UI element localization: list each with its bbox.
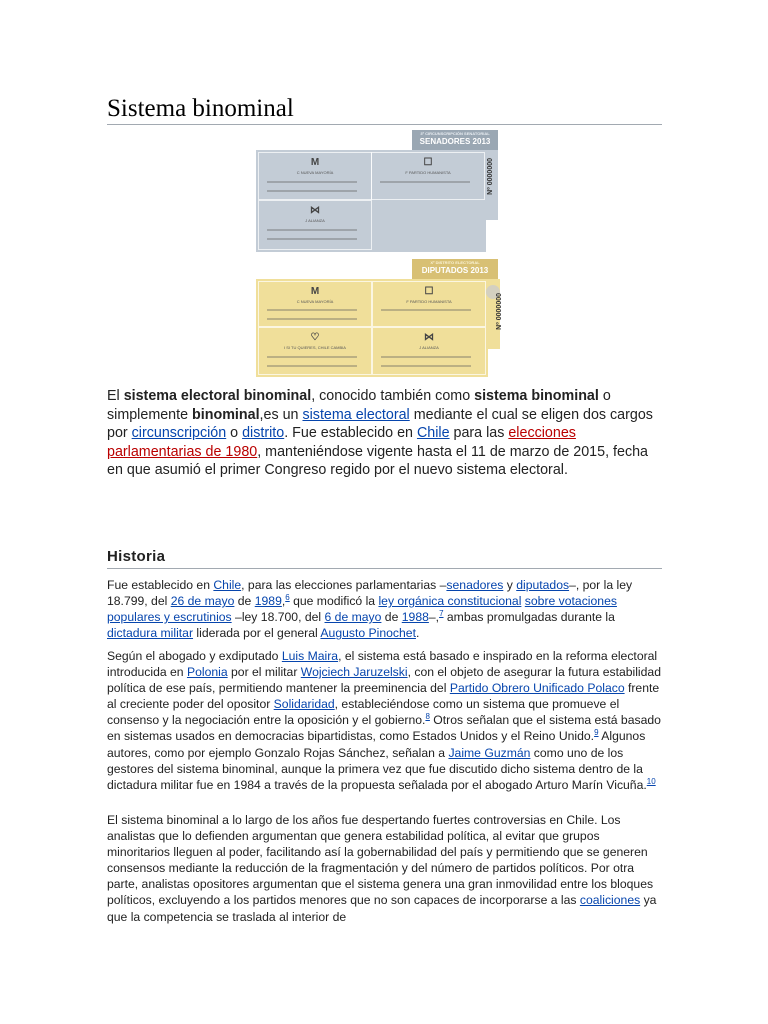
link-diputados[interactable]: diputados xyxy=(516,578,570,592)
senators-ballot-sheet xyxy=(256,150,486,252)
link-1989[interactable]: 1989 xyxy=(254,594,282,609)
reference-10[interactable]: 10 xyxy=(646,776,656,786)
reference-7[interactable]: 7 xyxy=(439,609,444,619)
reference-8[interactable]: 8 xyxy=(425,712,430,722)
deputies-cell-humanista: ☐ F PARTIDO HUMANISTA xyxy=(372,281,486,327)
link-dictadura-militar[interactable]: dictadura militar xyxy=(107,626,194,641)
page-title: Sistema binominal xyxy=(107,94,662,125)
link-26-de-mayo[interactable]: 26 de mayo xyxy=(170,594,235,609)
reference-9[interactable]: 9 xyxy=(594,728,599,738)
historia-paragraph-1: Fue establecido en Chile, para las elecciones parlamentarias –senadores y diputados–, por la ley 18.799, del 26 de mayo de 1989,$^6$ que modificó la ley orgánica constitucional sobre votaciones populares y escrutinios –ley 18.700, del 6 de mayo de 1988–,$^7$ ambas promulgadas durante la dictadura militar liderada por el general Augusto Pinochet. xyxy=(107,578,633,641)
link-sistema-electoral[interactable]: sistema electoral xyxy=(302,406,410,423)
link-circunscripcion[interactable]: circunscripción xyxy=(131,425,227,441)
deputies-ballot-sheet xyxy=(256,279,488,377)
link-solidaridad[interactable]: Solidaridad xyxy=(273,697,335,712)
link-jaruzelski[interactable]: Wojciech Jaruzelski xyxy=(300,665,408,680)
link-senadores[interactable]: senadores xyxy=(446,578,504,592)
link-polonia[interactable]: Polonia xyxy=(186,665,228,680)
section-heading-historia: Historia xyxy=(107,546,662,569)
link-jaime-guzman[interactable]: Jaime Guzmán xyxy=(448,745,531,760)
link-ley-organica[interactable]: ley orgánica constitucional xyxy=(378,594,522,609)
deputies-header: Xº DISTRITO ELECTORAL DIPUTADOS 2013 xyxy=(412,259,498,279)
deputies-cell-nueva-mayoria: M C NUEVA MAYORÍA xyxy=(258,281,372,327)
link-coaliciones[interactable]: coaliciones xyxy=(579,893,641,908)
deputies-cell-si-tu-quieres: ♡ I SI TU QUIERES, CHILE CAMBIA xyxy=(258,327,372,375)
ballot-illustration-deputies xyxy=(256,259,510,377)
link-partido-obrero[interactable]: Partido Obrero Unificado Polaco xyxy=(449,681,625,696)
senators-cell-humanista: ☐ F PARTIDO HUMANISTA xyxy=(371,152,485,200)
senators-header: 3ª CIRCUNSCRIPCIÓN SENATORIAL SENADORES 2013 xyxy=(412,130,498,150)
ballot-illustration xyxy=(256,130,498,252)
intro-paragraph: El sistema electoral binominal, conocido también como sistema binominal o simplemente binominal,es un sistema electoral mediante el cual se eligen dos cargos por circunscripción o distrito. Fue establecido en Chile para las elecciones parlamentarias de 1980, manteniéndose vigente hasta el 11 de marzo de 2015, fecha en que asumió el primer Congreso regido por el nuevo sistema electoral. xyxy=(107,388,653,478)
link-chile-2[interactable]: Chile xyxy=(213,578,242,592)
reference-6[interactable]: 6 xyxy=(285,593,290,603)
deputies-cell-alianza: ⋈ J ALIANZA xyxy=(372,327,486,375)
historia-paragraph-3: El sistema binominal a lo largo de los años fue despertando fuertes controversias en Chile. Los analistas que lo defienden argumentan que genera estabilidad política, al evitar que grupos minoritarios lleguen al poder, facilitando así la gobernabilidad del país y permitiendo que se generen consensos mediante la reducción de la fragmentación y del número de partidos políticos. Por otra parte, analistas opositores argumentan que el sistema genera una gran inmovilidad entre los bloques políticos, excluyendo a los partidos menores que no son capaces de incorporarse a las coaliciones ya que la competencia se traslada al interior de xyxy=(107,813,657,924)
link-luis-maira[interactable]: Luis Maira xyxy=(281,649,339,663)
link-votaciones-populares[interactable]: sobre votaciones populares y escrutinios xyxy=(107,594,617,625)
link-6-de-mayo[interactable]: 6 de mayo xyxy=(324,610,382,625)
historia-paragraph-2: Según el abogado y exdiputado Luis Maira, el sistema está basado e inspirado en la reforma electoral introducida en Polonia por el militar Wojciech Jaruzelski, con el objeto de asegurar la futura estabilidad política de ese país, permitiendo mantener la preeminencia del Partido Obrero Unificado Polaco frente al creciente poder del opositor Solidaridad, estableciéndose como un sistema que promueve el consenso y la negociación entre la oposición y el gobierno.$^8$ Otros señalan que el sistema está basado en sistemas usados en democracias bipartidistas, como Estados Unidos y el Reino Unido.$^9$ Algunos autores, como por ejemplo Gonzalo Rojas Sánchez, señalan a Jaime Guzmán como uno de los gestores del sistema binominal, aunque la primera vez que fue discutido dicho sistema dentro de la dictadura militar fue en 1984 a través de la propuesta señalada por el abogado Arturo Marín Vicuña.$^{10}$ xyxy=(107,649,661,792)
link-chile[interactable]: Chile xyxy=(416,425,450,441)
senators-cell-alianza: ⋈ J ALIANZA xyxy=(258,200,372,250)
link-1988[interactable]: 1988 xyxy=(401,610,429,625)
link-distrito[interactable]: distrito xyxy=(242,425,285,441)
deputies-serial: Nº 0000000 xyxy=(496,293,503,330)
senators-serial: Nº 0000000 xyxy=(487,158,494,195)
link-elecciones-1980[interactable]: elecciones parlamentarias de 1980 xyxy=(107,425,576,460)
senators-cell-nueva-mayoria: M C NUEVA MAYORÍA xyxy=(258,152,372,200)
link-augusto-pinochet[interactable]: Augusto Pinochet xyxy=(320,626,416,641)
